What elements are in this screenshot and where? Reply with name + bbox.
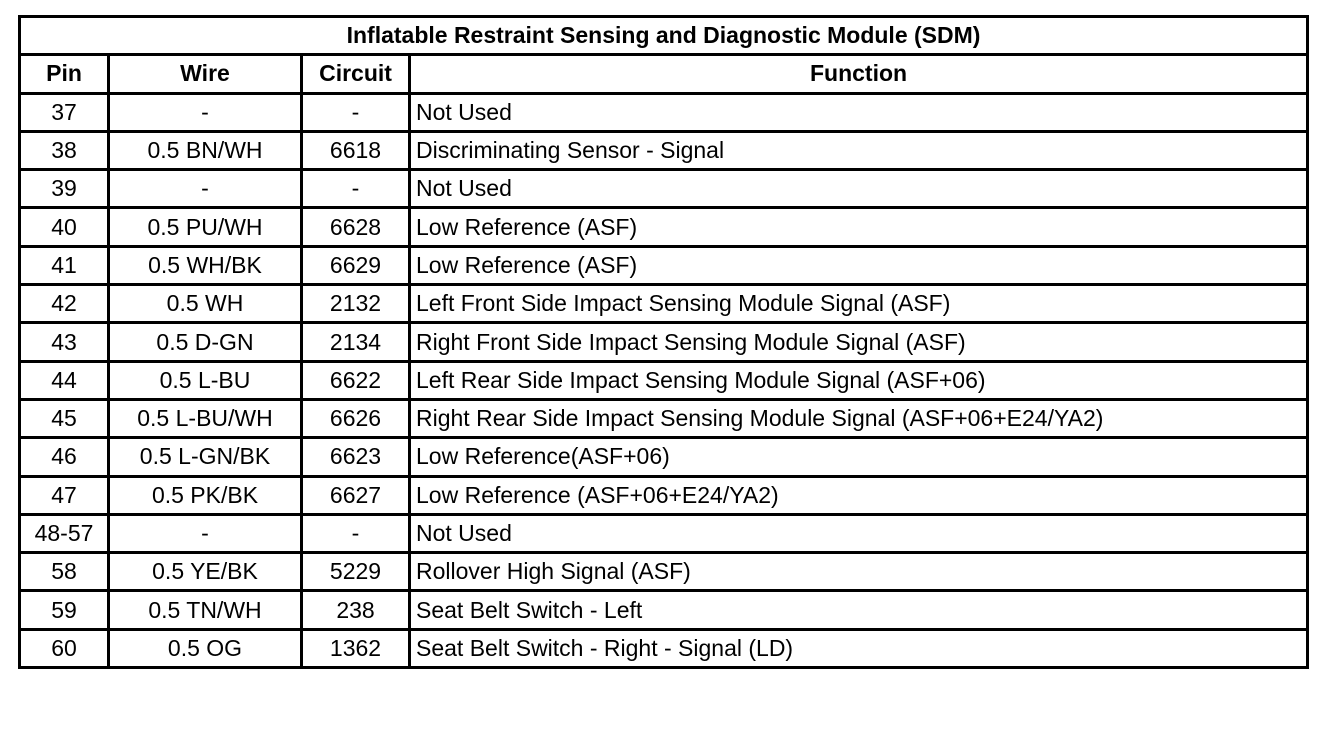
circuit-cell: 6623 — [302, 438, 410, 476]
function-cell: Low Reference (ASF) — [410, 208, 1308, 246]
function-cell: Not Used — [410, 170, 1308, 208]
wire-cell: - — [109, 514, 302, 552]
circuit-cell: 2134 — [302, 323, 410, 361]
circuit-cell: 1362 — [302, 629, 410, 667]
table-row — [20, 93, 1308, 131]
table-row — [20, 323, 1308, 361]
table-row — [20, 514, 1308, 552]
pin-cell: 58 — [20, 553, 109, 591]
pin-cell: 48-57 — [20, 514, 109, 552]
pin-cell: 46 — [20, 438, 109, 476]
table-row — [20, 399, 1308, 437]
connector-pinout-table-container — [18, 15, 1309, 669]
header-circuit: Circuit — [302, 55, 410, 93]
circuit-cell: 6626 — [302, 399, 410, 437]
circuit-cell: - — [302, 93, 410, 131]
function-cell: Low Reference (ASF+06+E24/YA2) — [410, 476, 1308, 514]
circuit-cell: 6627 — [302, 476, 410, 514]
pin-cell: 37 — [20, 93, 109, 131]
pin-cell: 40 — [20, 208, 109, 246]
wire-cell: 0.5 YE/BK — [109, 553, 302, 591]
table-title: Inflatable Restraint Sensing and Diagnostic Module (SDM) — [20, 17, 1308, 55]
circuit-cell: - — [302, 514, 410, 552]
wire-cell: 0.5 WH — [109, 285, 302, 323]
table-header-row — [20, 55, 1308, 93]
function-cell: Not Used — [410, 93, 1308, 131]
function-cell: Right Rear Side Impact Sensing Module Signal (ASF+06+E24/YA2) — [410, 399, 1308, 437]
table-row — [20, 170, 1308, 208]
circuit-cell: 238 — [302, 591, 410, 629]
circuit-cell: 6629 — [302, 246, 410, 284]
header-function: Function — [410, 55, 1308, 93]
wire-cell: - — [109, 170, 302, 208]
wire-cell: 0.5 L-BU — [109, 361, 302, 399]
function-cell: Seat Belt Switch - Right - Signal (LD) — [410, 629, 1308, 667]
table-row — [20, 361, 1308, 399]
table-title-row — [20, 17, 1308, 55]
wire-cell: 0.5 OG — [109, 629, 302, 667]
table-row — [20, 629, 1308, 667]
wire-cell: 0.5 WH/BK — [109, 246, 302, 284]
function-cell: Right Front Side Impact Sensing Module Signal (ASF) — [410, 323, 1308, 361]
circuit-cell: - — [302, 170, 410, 208]
wire-cell: 0.5 TN/WH — [109, 591, 302, 629]
table-row — [20, 131, 1308, 169]
circuit-cell: 6628 — [302, 208, 410, 246]
connector-pinout-table — [18, 15, 1309, 669]
function-cell: Left Front Side Impact Sensing Module Signal (ASF) — [410, 285, 1308, 323]
pin-cell: 45 — [20, 399, 109, 437]
table-row — [20, 246, 1308, 284]
table-row — [20, 285, 1308, 323]
table-row — [20, 553, 1308, 591]
table-row — [20, 438, 1308, 476]
wire-cell: 0.5 L-GN/BK — [109, 438, 302, 476]
pin-cell: 38 — [20, 131, 109, 169]
table-row — [20, 476, 1308, 514]
function-cell: Discriminating Sensor - Signal — [410, 131, 1308, 169]
pin-cell: 43 — [20, 323, 109, 361]
pin-cell: 59 — [20, 591, 109, 629]
function-cell: Low Reference(ASF+06) — [410, 438, 1308, 476]
circuit-cell: 6618 — [302, 131, 410, 169]
pin-cell: 42 — [20, 285, 109, 323]
function-cell: Left Rear Side Impact Sensing Module Signal (ASF+06) — [410, 361, 1308, 399]
function-cell: Low Reference (ASF) — [410, 246, 1308, 284]
wire-cell: 0.5 PK/BK — [109, 476, 302, 514]
function-cell: Rollover High Signal (ASF) — [410, 553, 1308, 591]
wire-cell: 0.5 L-BU/WH — [109, 399, 302, 437]
table-row — [20, 591, 1308, 629]
pin-cell: 41 — [20, 246, 109, 284]
wire-cell: 0.5 D-GN — [109, 323, 302, 361]
wire-cell: 0.5 PU/WH — [109, 208, 302, 246]
circuit-cell: 6622 — [302, 361, 410, 399]
header-pin: Pin — [20, 55, 109, 93]
circuit-cell: 2132 — [302, 285, 410, 323]
function-cell: Not Used — [410, 514, 1308, 552]
header-wire: Wire — [109, 55, 302, 93]
table-body — [20, 93, 1308, 667]
pin-cell: 44 — [20, 361, 109, 399]
circuit-cell: 5229 — [302, 553, 410, 591]
function-cell: Seat Belt Switch - Left — [410, 591, 1308, 629]
wire-cell: 0.5 BN/WH — [109, 131, 302, 169]
table-row — [20, 208, 1308, 246]
pin-cell: 39 — [20, 170, 109, 208]
wire-cell: - — [109, 93, 302, 131]
pin-cell: 60 — [20, 629, 109, 667]
pin-cell: 47 — [20, 476, 109, 514]
